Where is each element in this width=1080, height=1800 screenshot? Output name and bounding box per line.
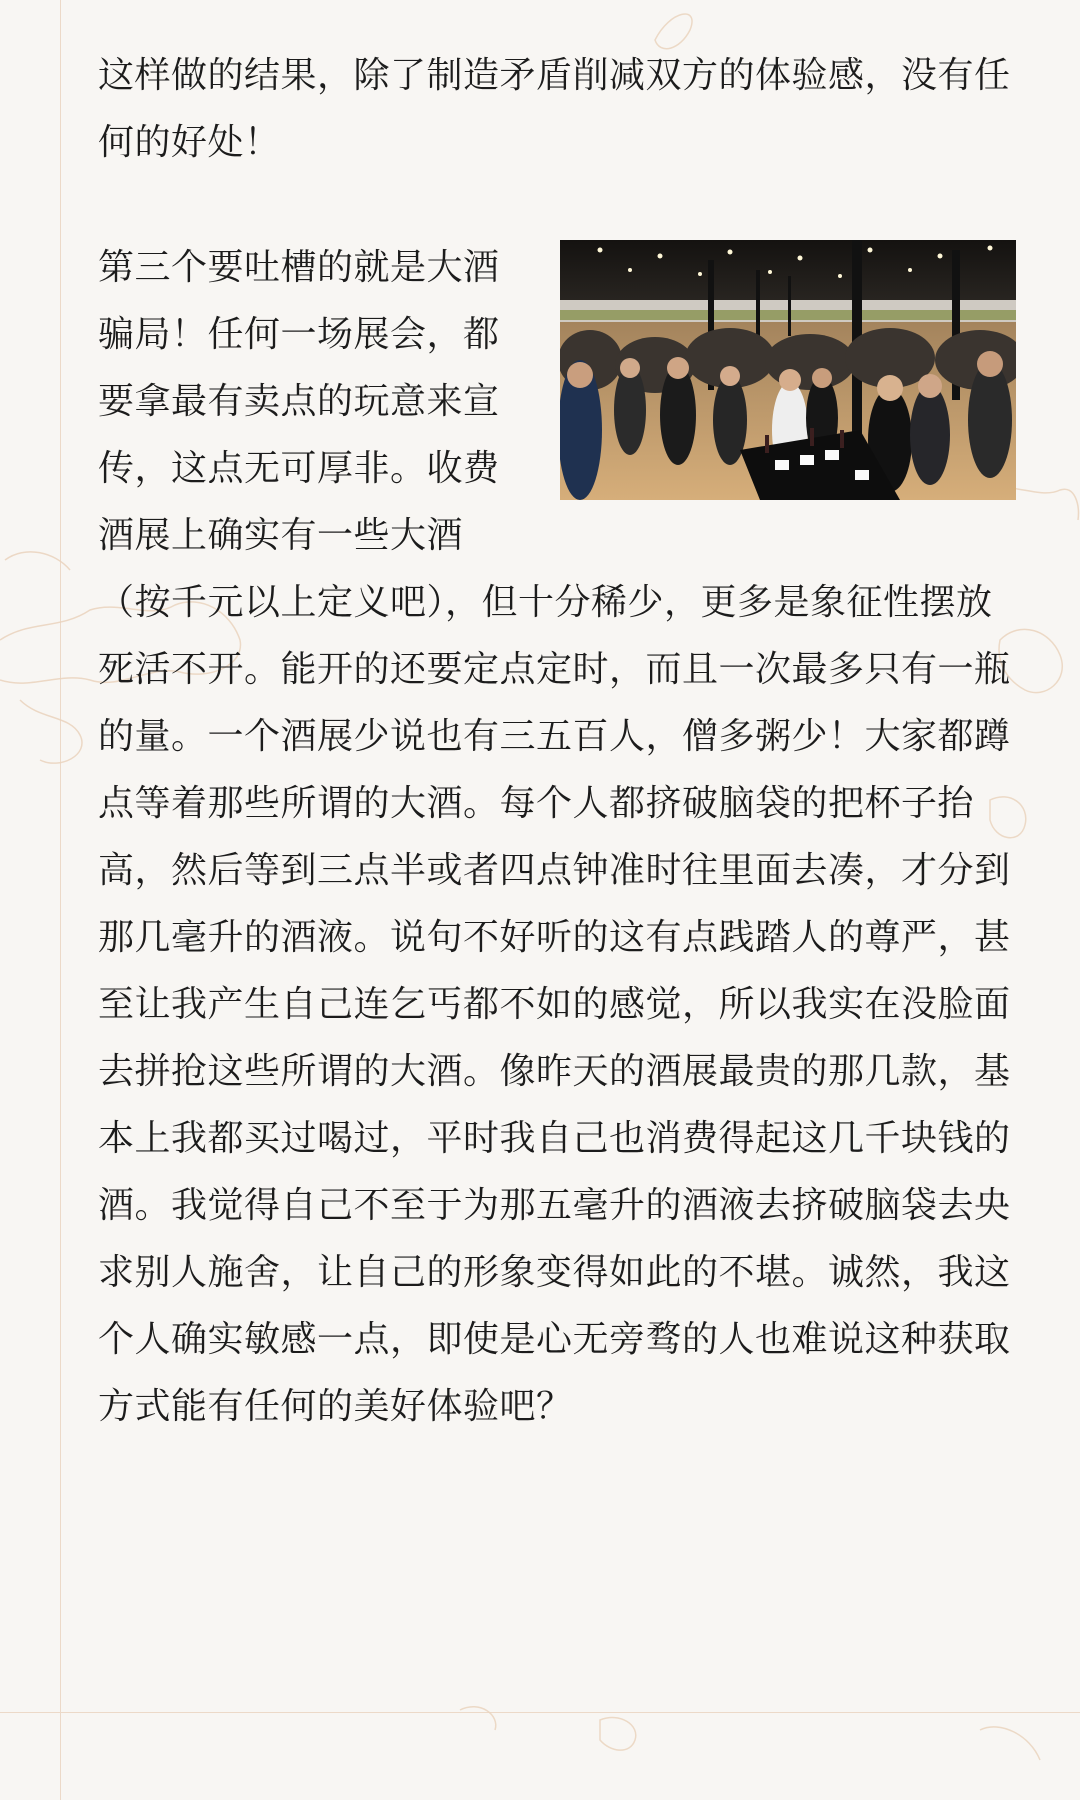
margin-rule-vertical: [60, 0, 61, 1800]
paragraph-big-wine-scam-text: 第三个要吐槽的就是大酒骗局！任何一场展会，都要拿最有卖点的玩意来宣传，这点无可厚非。收费酒展上确实有一些大酒（按千元以上定义吧），但十分稀少，更多是象征性摆放死活不开。能开的还要定点定时，而且一次最多只有一瓶的量。一个酒展少说也有三五百人，僧多粥少！大家都蹲点等着那些所谓的大酒。每个人都挤破脑袋的把杯子抬高，然后等到三点半或者四点钟准时往里面去凑，才分到那几毫升的酒液。说句不好听的这有点践踏人的尊严，甚至让我产生自己连乞丐都不如的感觉，所以我实在没脸面去拼抢这些所谓的大酒。像昨天的酒展最贵的那几款，基本上我都买过喝过，平时我自己也消费得起这几千块钱的酒。我觉得自己不至于为那五毫升的酒液去挤破脑袋去央求别人施舍，让自己的形象变得如此的不堪。诚然，我这个人确实敏感一点，即使是心无旁骛的人也难说这种获取方式能有任何的美好体验吧？: [98, 247, 1011, 1427]
margin-rule-horizontal: [0, 1712, 1080, 1713]
paragraph-big-wine-scam: [98, 234, 1022, 1440]
paragraph-intro: 这样做的结果，除了制造矛盾削减双方的体验感，没有任何的好处！: [98, 55, 1011, 163]
article-body: [98, 42, 1022, 1440]
wine-expo-crowd-photo: [560, 240, 1016, 500]
